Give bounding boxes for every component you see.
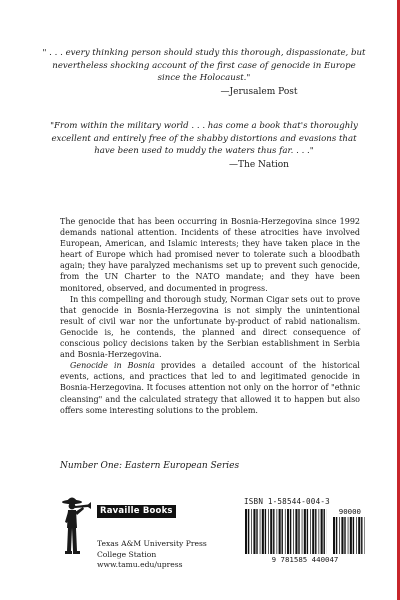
barcode-bars-main [245, 509, 327, 554]
barcode-bars-price [333, 517, 365, 554]
barcode-bar [353, 517, 354, 554]
barcode-bar [293, 509, 294, 554]
publisher-city: College Station [97, 549, 157, 559]
publisher-imprint-logo: Ravaille Books [97, 505, 176, 518]
publisher-block [97, 498, 227, 571]
description-paragraph-3-text: provides a detailed account of the historical events, actions, and practices that led to and legitimated genocide in Bosnia-Herzegovina. It focuses attention not only on the horror of "ethnic cleansing" and the calculated strategy that allowed it to happen but also offers some interesting solutions to the problem. [60, 361, 360, 415]
series-name: Number One: Eastern European Series [60, 461, 240, 471]
barcode-bar [336, 517, 337, 554]
barcode-bar [365, 517, 366, 554]
barcode-bar [265, 509, 266, 554]
review-quote-1 [40, 47, 368, 98]
soldier-bugler-icon [60, 495, 92, 557]
book-description [60, 216, 360, 416]
barcode-bar [287, 509, 289, 554]
barcode-bar [285, 509, 286, 554]
barcode-bar [321, 509, 323, 554]
barcode-bar [312, 509, 314, 554]
barcode-bar [348, 517, 349, 554]
barcode-bar [361, 517, 362, 554]
barcode-bar [356, 517, 357, 554]
barcode-bar [341, 517, 343, 554]
isbn-label: ISBN 1-58544-004-3 [244, 497, 330, 506]
barcode-bar [315, 509, 316, 554]
book-title-inline: Genocide in Bosnia [70, 361, 155, 371]
review-quote-2 [40, 120, 368, 171]
barcode-bar [324, 509, 325, 554]
review-quote-source: —The Nation [229, 159, 289, 170]
barcode-bar [344, 517, 345, 554]
barcode-bar [290, 509, 291, 554]
barcode-bar [260, 509, 261, 554]
barcode-bar [310, 509, 311, 554]
barcode-bar [251, 509, 252, 554]
barcode-bar [268, 509, 269, 554]
barcode-bar [262, 509, 264, 554]
barcode-bar [350, 517, 352, 554]
barcode-bar [279, 509, 281, 554]
barcode-bar [256, 509, 257, 554]
barcode-bar [245, 509, 247, 554]
review-quote-source: —Jerusalem Post [220, 86, 298, 97]
description-paragraph-3 [60, 360, 360, 415]
barcode-bar [248, 509, 249, 554]
publisher-name: Texas A&M University Press [97, 539, 207, 548]
review-quote-text: "From within the military world . . . has come a book that's thoroughly excellent and entirely free of the shabby distortions and evasions that have been used to muddy the waters thus far. . . ." [50, 121, 358, 157]
barcode-bar [273, 509, 274, 554]
barcode-bar [339, 517, 340, 554]
description-paragraph-2: In this compelling and thorough study, Norman Cigar sets out to prove that genocide in Bosnia-Herzegovina is not simply the unintentional result of civil war nor the unfortunate by-product of rabid nationalism. Genocide is, he contends, the planned and direct consequence of conscious policy decisions taken by the Serbian establishment in Serbia and Bosnia-Herzegovina. [60, 294, 360, 360]
barcode-bar [302, 509, 303, 554]
barcode-bar [295, 509, 297, 554]
barcode-bar [270, 509, 272, 554]
isbn-barcode [243, 507, 367, 554]
publisher-url: www.tamu.edu/upress [97, 560, 183, 569]
barcode-bar [319, 509, 320, 554]
barcode-bar [304, 509, 306, 554]
barcode-bar [282, 509, 283, 554]
review-quote-text: " . . . every thinking person should study this thorough, dispassionate, but nevertheless shocking account of the first case of genocide in Europe since the Holocaust." [42, 48, 366, 84]
barcode-bar [307, 509, 308, 554]
barcode-bar [253, 509, 255, 554]
price-code: 90000 [338, 507, 361, 516]
barcode-bar [298, 509, 299, 554]
barcode-bar [358, 517, 360, 554]
description-paragraph-1: The genocide that has been occurring in Bosnia-Herzegovina since 1992 demands national attention. Incidents of these atrocities have involved European, American, and Islamic interests; they have taken place in the heart of Europe which had promised never to tolerate such a bloodbath again; they have paralyzed mechanisms set up to prevent such genocide, from the UN Charter to the NATO mandate; and they have been monitored, observed, and documented in progress. [60, 217, 360, 293]
barcode-bar [277, 509, 278, 554]
barcode-number: 9 781585 440047 [271, 555, 339, 564]
barcode-bar [333, 517, 335, 554]
